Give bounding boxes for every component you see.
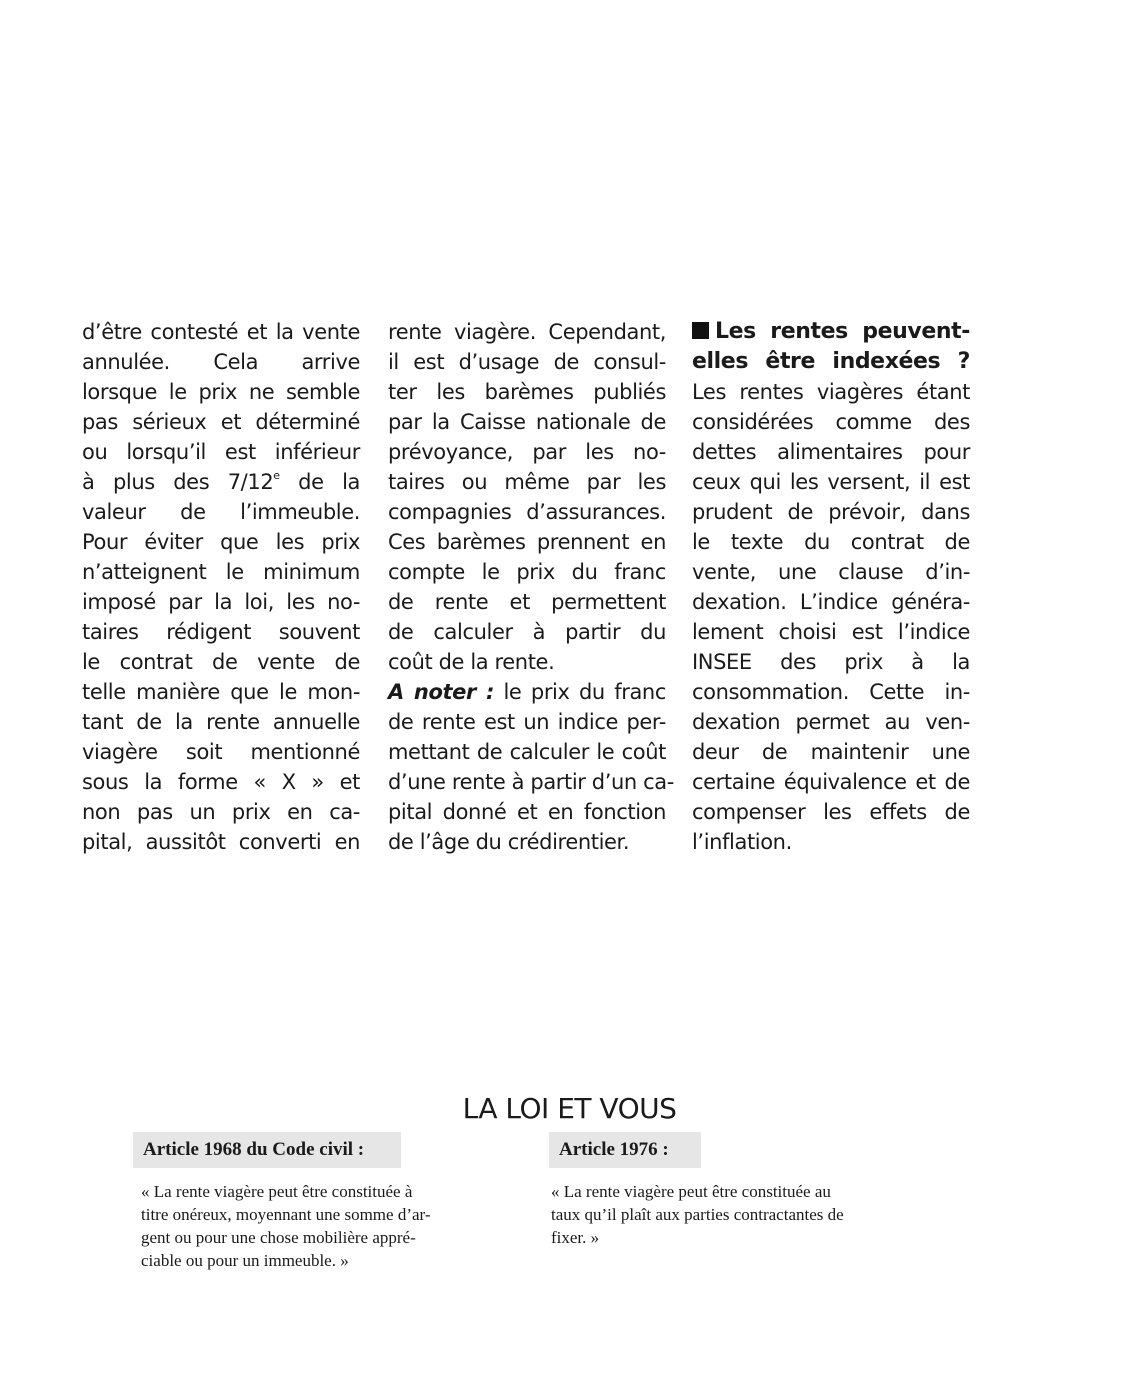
text-line: il est d’usage de consul- <box>388 350 666 374</box>
text-line: pital, aussitôt converti en <box>82 830 360 854</box>
square-bullet-icon <box>692 322 709 339</box>
text-line: telle manière que le mon- <box>82 680 360 704</box>
text-line: fixer. » <box>551 1228 600 1247</box>
text-line: taires ou même par les <box>388 470 666 494</box>
text-line: Les rentes viagères étant <box>692 380 970 404</box>
text-line: annulée. Cela arrive <box>82 350 360 374</box>
text-line-fraction <box>82 467 360 497</box>
text-line: coût de la rente. <box>388 650 555 674</box>
text-line: considérées comme des <box>692 410 970 434</box>
text-line: vente, une clause d’in- <box>692 560 970 584</box>
heading-line: elles être indexées ? <box>692 349 970 374</box>
text-line: mettant de calculer le coût <box>388 740 666 764</box>
text-line: consommation. Cette in- <box>692 680 970 704</box>
text-line: ciable ou pour un immeuble. » <box>141 1251 349 1270</box>
text-line: titre onéreux, moyennant une somme d’ar- <box>141 1205 431 1224</box>
text-line: Ces barèmes prennent en <box>388 530 666 554</box>
text-line: taux qu’il plaît aux parties contractantes de <box>551 1205 844 1224</box>
text-line: deur de maintenir une <box>692 740 970 764</box>
text-line: de l’âge du crédirentier. <box>388 830 630 854</box>
text-line: le texte du contrat de <box>692 530 970 554</box>
text-line: de rente et permettent <box>388 590 666 614</box>
text-fragment: le prix du franc <box>503 680 666 704</box>
text-line: compagnies d’assurances. <box>388 500 666 524</box>
text-column-3 <box>692 317 970 857</box>
text-line: le contrat de vente de <box>82 650 360 674</box>
text-column-1 <box>82 317 360 857</box>
text-fragment: à plus des 7/12 <box>82 470 274 494</box>
text-line: ter les barèmes publiés <box>388 380 666 404</box>
article-1976-label: Article 1976 : <box>549 1132 701 1168</box>
note-line <box>388 677 666 707</box>
text-line: ou lorsqu’il est inférieur <box>82 440 360 464</box>
law-box-title: LA LOI ET VOUS <box>462 1092 677 1125</box>
text-line: de calculer à partir du <box>388 620 666 644</box>
text-line: l’inflation. <box>692 830 792 854</box>
text-line: n’atteignent le minimum <box>82 560 360 584</box>
text-line: non pas un prix en ca- <box>82 800 360 824</box>
note-label: A noter : <box>388 680 495 704</box>
text-fragment: de la <box>298 470 360 494</box>
text-line: de rente est un indice per- <box>388 710 666 734</box>
text-line: pas sérieux et déterminé <box>82 410 360 434</box>
text-line: lorsque le prix ne semble <box>82 380 360 404</box>
text-column-2 <box>388 317 674 857</box>
text-line: d’être contesté et la vente <box>82 320 360 344</box>
text-line: « La rente viagère peut être constituée au <box>551 1182 831 1201</box>
text-line: dettes alimentaires pour <box>692 440 970 464</box>
text-line: ceux qui les versent, il est <box>692 470 970 494</box>
text-line: « La rente viagère peut être constituée à <box>141 1182 413 1201</box>
text-line: prévoyance, par les no- <box>388 440 666 464</box>
text-line: gent ou pour une chose mobilière appré- <box>141 1228 416 1247</box>
text-line: valeur de l’immeuble. <box>82 500 360 524</box>
text-line: compte le prix du franc <box>388 560 666 584</box>
text-line: certaine équivalence et de <box>692 770 970 794</box>
text-line: INSEE des prix à la <box>692 650 970 674</box>
text-line: rente viagère. Cependant, <box>388 320 666 344</box>
text-line: sous la forme « X » et <box>82 770 360 794</box>
text-line: tant de la rente annuelle <box>82 710 360 734</box>
text-line: Pour éviter que les prix <box>82 530 360 554</box>
text-line: pital donné et en fonction <box>388 800 666 824</box>
text-line: compenser les effets de <box>692 800 970 824</box>
text-line: dexation permet au ven- <box>692 710 970 734</box>
article-1968-text <box>141 1180 511 1272</box>
text-line: viagère soit mentionné <box>82 740 360 764</box>
superscript: e <box>273 469 280 482</box>
text-line: prudent de prévoir, dans <box>692 500 970 524</box>
text-line: d’une rente à partir d’un ca- <box>388 770 674 794</box>
text-line: imposé par la loi, les no- <box>82 590 360 614</box>
text-line: dexation. L’indice généra- <box>692 590 970 614</box>
text-line: par la Caisse nationale de <box>388 410 666 434</box>
article-1968-label: Article 1968 du Code civil : <box>133 1132 401 1168</box>
heading-line: Les rentes peuvent- <box>715 319 970 344</box>
text-line: lement choisi est l’indice <box>692 620 970 644</box>
text-line: taires rédigent souvent <box>82 620 360 644</box>
article-1976-text <box>551 1180 921 1249</box>
section-heading <box>692 317 970 347</box>
